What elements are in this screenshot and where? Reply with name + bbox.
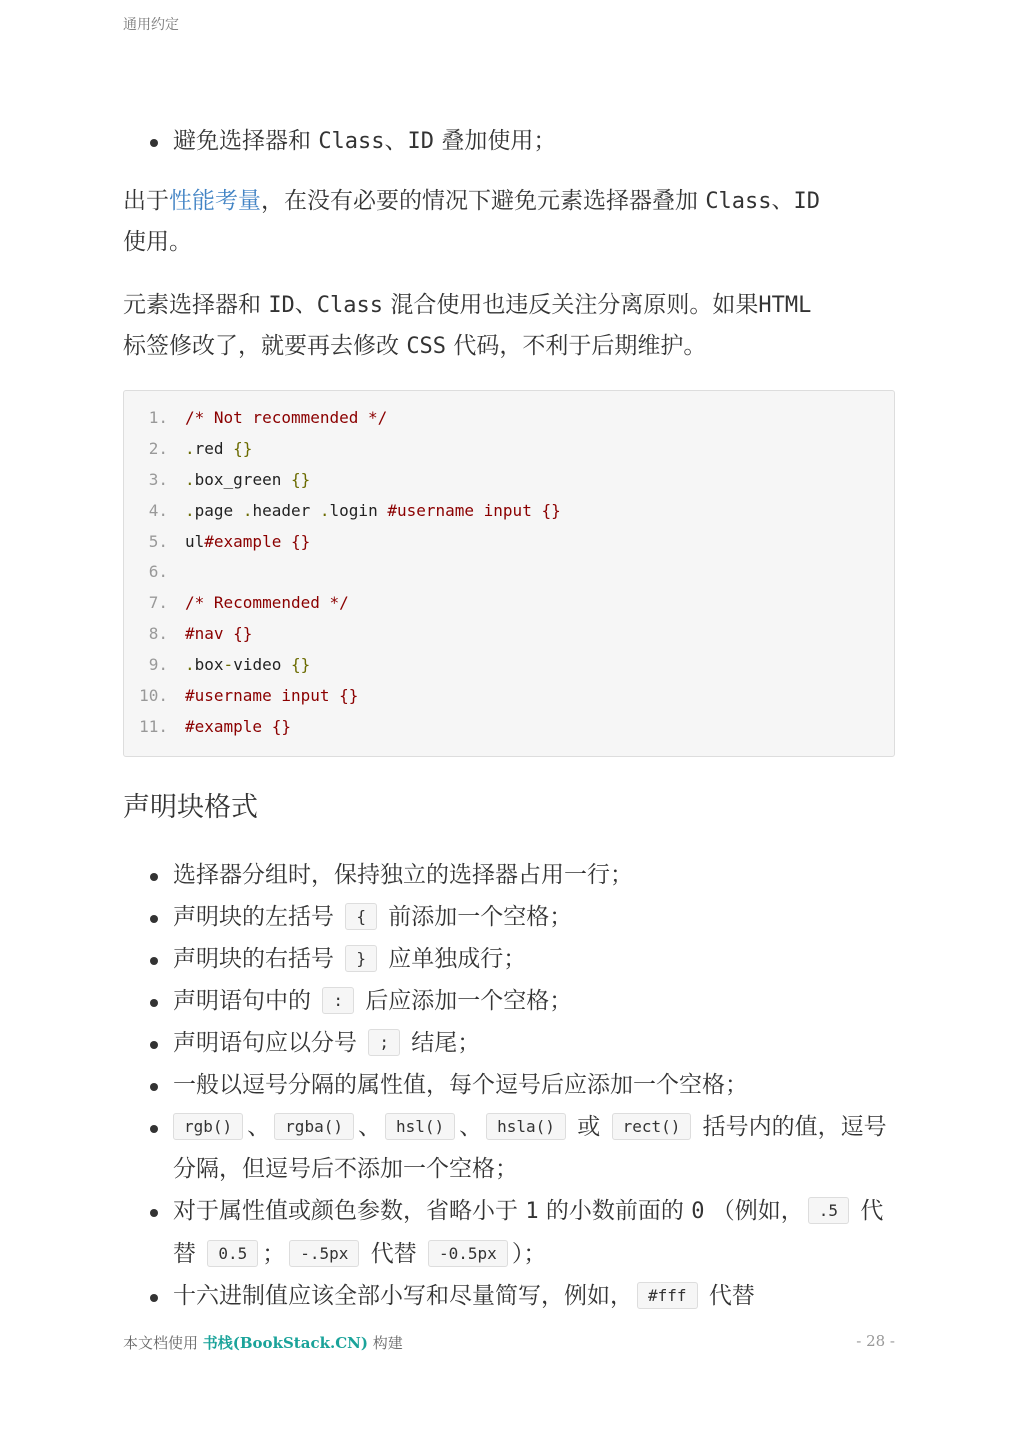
- code-text: Class: [318, 129, 385, 154]
- inline-code: hsl(): [385, 1113, 455, 1140]
- code-text: ID: [407, 129, 435, 154]
- text: 声明语句应以分号: [173, 1029, 365, 1056]
- code-block: [123, 390, 895, 757]
- text: 代替: [363, 1240, 425, 1267]
- page-number: - 28 -: [856, 1332, 895, 1350]
- code-text: CSS: [406, 334, 447, 359]
- page-content: [123, 120, 895, 1317]
- code-punct: {}: [290, 531, 311, 551]
- running-header: 通用约定: [123, 17, 179, 33]
- section-heading: 声明块格式: [123, 791, 258, 823]
- code-selector: login: [329, 500, 388, 520]
- inline-code: 0.5: [207, 1240, 258, 1267]
- code-text: HTML: [758, 293, 812, 318]
- inline-code: rect(): [612, 1113, 692, 1140]
- footer-text: 本文档使用: [123, 1334, 203, 1352]
- text: 代替: [173, 1197, 884, 1267]
- code-punct: {}: [290, 469, 311, 489]
- line-number: 10.: [139, 686, 168, 706]
- code-line: [124, 619, 894, 650]
- page-footer: [123, 1332, 403, 1353]
- list-item: [123, 980, 895, 1022]
- code-text: 1: [525, 1198, 539, 1224]
- line-number: 1.: [148, 408, 168, 427]
- inline-code: -.5px: [289, 1240, 359, 1267]
- text: 应单独成行；: [380, 945, 527, 972]
- code-comment: /* Not recommended */: [185, 408, 388, 427]
- line-number: 5.: [148, 531, 168, 551]
- text: 标签修改了，就要再去修改: [123, 333, 407, 359]
- text: 括号内的值，逗号分隔，但逗号后不添加一个空格；: [173, 1113, 887, 1182]
- text: 、: [247, 1113, 271, 1140]
- line-number: 7.: [148, 593, 168, 613]
- code-id-selector: #nav: [185, 624, 234, 644]
- code-punct: {}: [233, 624, 253, 644]
- performance-link[interactable]: 性能考量: [169, 188, 261, 214]
- code-line: [124, 434, 894, 465]
- code-line: [124, 465, 894, 496]
- inline-code: ;: [368, 1029, 400, 1056]
- list-item: [123, 1106, 895, 1190]
- list-item: [123, 1190, 895, 1275]
- code-selector: header: [252, 500, 320, 520]
- inline-code: }: [345, 945, 377, 972]
- list-item: 选择器分组时，保持独立的选择器占用一行；: [123, 854, 895, 896]
- code-line: [124, 496, 894, 527]
- code-selector: page: [194, 500, 243, 520]
- inline-code: rgba(): [274, 1113, 354, 1140]
- line-number: 2.: [148, 438, 168, 458]
- list-item: 一般以逗号分隔的属性值，每个逗号后应添加一个空格；: [123, 1064, 895, 1106]
- code-comment: /* Recommended */: [185, 593, 349, 613]
- code-line: [124, 403, 894, 434]
- footer-text: 构建: [367, 1334, 403, 1352]
- text: ）；: [511, 1240, 547, 1267]
- bookstack-link[interactable]: 书栈(BookStack.CN): [202, 1334, 368, 1352]
- text: （例如，: [704, 1197, 804, 1224]
- rules-list: [123, 854, 895, 1317]
- text: 十六进制值应该全部小写和尽量简写，例如，: [173, 1282, 633, 1309]
- code-text: ID、Class: [268, 293, 384, 318]
- code-punct: {}: [339, 686, 359, 706]
- code-text: Class、ID: [705, 189, 821, 214]
- inline-code: {: [345, 903, 377, 930]
- text: 后应添加一个空格；: [357, 987, 573, 1014]
- code-punct: {}: [233, 438, 253, 458]
- code-line: [124, 588, 894, 619]
- code-id-selector: #username input: [387, 500, 542, 520]
- line-number: 4.: [148, 500, 168, 520]
- text: 代码，不利于后期维护。: [446, 333, 707, 359]
- text: 的小数前面的: [538, 1197, 692, 1224]
- code-punct: {}: [541, 500, 561, 520]
- text: 、: [357, 1113, 381, 1140]
- list-item: [123, 1022, 895, 1064]
- text: 避免选择器和: [173, 128, 319, 154]
- text: 混合使用也违反关注分离原则。如果: [383, 292, 759, 318]
- code-selector: box: [194, 655, 224, 675]
- paragraph-separation: [123, 285, 895, 367]
- code-line: [124, 681, 894, 712]
- text: 结尾；: [403, 1029, 481, 1056]
- text: 、: [384, 128, 408, 154]
- text: 元素选择器和: [123, 292, 269, 318]
- text: 代替: [701, 1282, 755, 1309]
- code-selector: box_green: [194, 469, 291, 489]
- code-line: [124, 650, 894, 681]
- inline-code: rgb(): [173, 1113, 243, 1140]
- code-line: [124, 712, 894, 743]
- line-number: 11.: [139, 716, 168, 736]
- line-number: 8.: [148, 624, 168, 644]
- text: 、: [459, 1113, 483, 1140]
- list-item: [123, 120, 895, 163]
- inline-code: :: [322, 987, 354, 1014]
- paragraph-performance: [123, 181, 895, 263]
- code-line: [124, 557, 894, 588]
- text: 使用。: [123, 229, 192, 255]
- code-id-selector: #example: [204, 531, 291, 551]
- code-selector: red: [194, 438, 234, 458]
- list-item: [123, 938, 895, 980]
- code-punct: .: [185, 500, 195, 520]
- text: 或: [569, 1113, 608, 1140]
- code-punct: .: [242, 500, 253, 520]
- code-id-selector: #example: [185, 716, 272, 736]
- code-selector: ul: [185, 531, 205, 551]
- inline-code: hsla(): [486, 1113, 566, 1140]
- code-line: [124, 527, 894, 558]
- text: ；: [262, 1240, 286, 1267]
- code-punct: .: [185, 655, 195, 675]
- code-text: 0: [691, 1198, 705, 1224]
- list-item: [123, 1275, 895, 1317]
- line-number: 6.: [148, 562, 168, 582]
- code-id-selector: #username input: [185, 686, 340, 706]
- text: 声明块的左括号: [173, 903, 342, 930]
- code-punct: -: [223, 655, 234, 675]
- code-selector: video: [233, 655, 291, 675]
- top-bullet-list: [123, 120, 895, 163]
- code-punct: .: [185, 438, 195, 458]
- text: 对于属性值或颜色参数，省略小于: [173, 1197, 526, 1224]
- inline-code: .5: [808, 1197, 849, 1224]
- text: 出于: [123, 188, 169, 214]
- inline-code: -0.5px: [428, 1240, 508, 1267]
- text: 叠加使用；: [434, 128, 557, 154]
- code-punct: {}: [290, 655, 311, 675]
- code-punct: .: [319, 500, 330, 520]
- code-punct: {}: [271, 716, 291, 736]
- inline-code: #fff: [637, 1282, 698, 1309]
- list-item: [123, 896, 895, 938]
- line-number: 3.: [148, 469, 168, 489]
- line-number: 9.: [148, 655, 168, 675]
- text: ，在没有必要的情况下避免元素选择器叠加: [261, 188, 706, 214]
- text: 声明语句中的: [173, 987, 319, 1014]
- text: 声明块的右括号: [173, 945, 342, 972]
- code-punct: .: [185, 469, 195, 489]
- text: 前添加一个空格；: [380, 903, 573, 930]
